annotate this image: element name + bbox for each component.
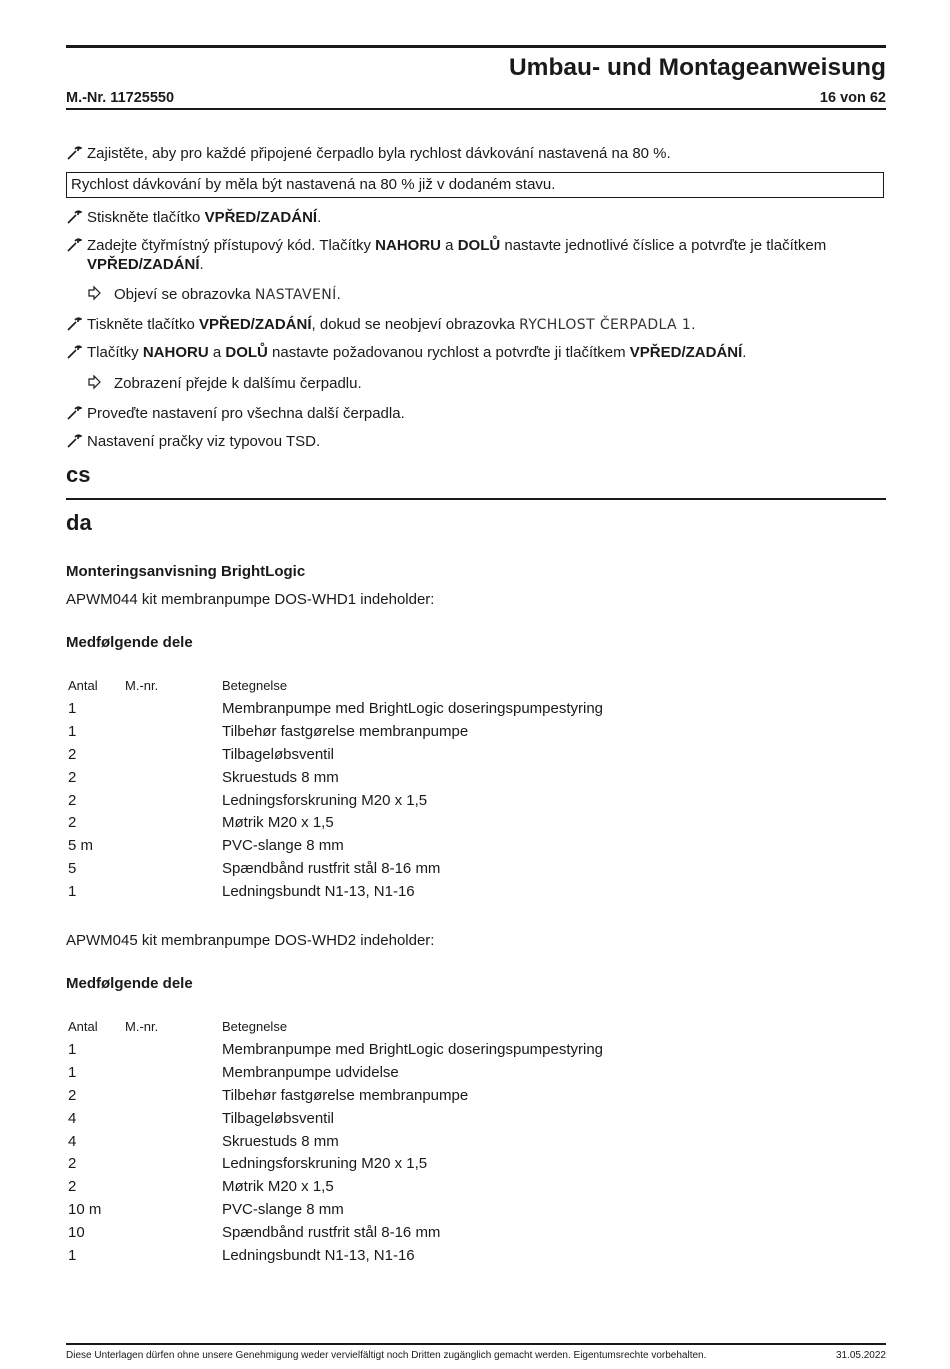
header-top-rule (66, 45, 886, 48)
step-text: Zajistěte, aby pro každé připojené čerpadlo byla rychlost dávkování nastavená na 80 %. (87, 145, 671, 162)
desc-cell: Ledningsbundt N1-13, N1-16 (222, 1247, 415, 1265)
table-row (66, 792, 766, 815)
language-code: cs (66, 462, 91, 487)
desc-cell: Spændbånd rustfrit stål 8-16 mm (222, 1224, 441, 1242)
text-run: a (208, 344, 226, 361)
section-heading: Monteringsanvisning BrightLogic (66, 563, 306, 580)
desc-cell: Membranpumpe med BrightLogic doseringspumpestyring (222, 1041, 604, 1058)
column-header-desc: Betegnelse (222, 1019, 288, 1034)
desc-cell: Membranpumpe udvidelse (222, 1063, 399, 1081)
step-text (66, 236, 866, 274)
qty-cell: 10 m (68, 1201, 102, 1219)
screen-name: RYCHLOST ČERPADLA 1 (519, 317, 692, 333)
column-header-mnr: M.-nr. (125, 1019, 159, 1034)
qty-cell: 2 (68, 1155, 77, 1173)
desc-cell: Skruestuds 8 mm (222, 768, 339, 786)
desc-cell: Skruestuds 8 mm (222, 1132, 339, 1150)
desc-cell: Ledningsforskruning M20 x 1,5 (222, 1155, 428, 1173)
qty-cell: 2 (68, 1086, 77, 1104)
qty-cell: 1 (68, 883, 77, 901)
text-run: nastavte požadovanou rychlost a potvrďte ji tlačítkem (267, 344, 630, 361)
qty-cell: 1 (68, 722, 77, 740)
text-run: a (441, 237, 458, 254)
table-row (66, 746, 766, 769)
document-number: M.-Nr. 11725550 (66, 90, 175, 106)
instruction-step (66, 404, 866, 423)
table-row (66, 883, 766, 906)
step-text (66, 208, 866, 227)
parts-table (66, 1019, 766, 1270)
desc-cell: PVC-slange 8 mm (222, 837, 344, 855)
text-run: Zadejte čtyřmístný přístupový kód. Tlačítky (87, 237, 376, 254)
instruction-step (66, 208, 866, 227)
wrench-icon (66, 405, 82, 421)
qty-cell: 2 (68, 768, 77, 786)
result-line (88, 285, 868, 305)
text-run: . (742, 344, 747, 361)
text-run: . (336, 286, 341, 303)
button-name: NAHORU (142, 344, 209, 361)
column-header-qty: Antal (68, 1019, 98, 1034)
column-header-mnr: M.-nr. (125, 678, 159, 693)
table-row (66, 814, 766, 837)
desc-cell: Tilbageløbsventil (222, 745, 334, 763)
qty-cell: 4 (68, 1132, 77, 1150)
desc-cell: Tilbageløbsventil (222, 1109, 334, 1127)
header-bottom-rule (66, 108, 886, 110)
desc-cell: Spændbånd rustfrit stål 8-16 mm (222, 860, 441, 878)
step-text: Proveďte nastavení pro všechna další čerpadla. (87, 405, 405, 422)
table-header-row (66, 678, 766, 700)
table-row (66, 1110, 766, 1133)
instruction-step (66, 343, 866, 362)
desc-cell: Ledningsbundt N1-13, N1-16 (222, 883, 415, 901)
button-name: VPŘED/ZADÁNÍ (87, 256, 200, 273)
desc-cell: Membranpumpe med BrightLogic doseringspumpestyring (222, 700, 604, 717)
result-line (88, 374, 868, 393)
text-run: . (199, 256, 204, 273)
qty-cell: 5 m (68, 837, 94, 855)
language-code: da (66, 510, 92, 535)
qty-cell: 2 (68, 1178, 77, 1196)
table-header-row (66, 1019, 766, 1041)
text-run: Tiskněte tlačítko (87, 316, 199, 333)
button-name: VPŘED/ZADÁNÍ (199, 316, 312, 333)
table-row (66, 1224, 766, 1247)
parts-heading: Medfølgende dele (66, 634, 193, 651)
table-row (66, 1247, 766, 1270)
text-run: nastavte jednotlivé číslice a potvrďte je tlačítkem (500, 237, 827, 254)
page-number: 16 von 62 (819, 90, 886, 106)
button-name: NAHORU (375, 237, 442, 254)
desc-cell: PVC-slange 8 mm (222, 1201, 344, 1219)
text-run: , dokud se neobjeví obrazovka (311, 316, 520, 333)
footer-disclaimer: Diese Unterlagen dürfen ohne unsere Genehmigung weder vervielfältigt noch Dritten zugänglich gemacht werden. Eigentumsrechte vorbehalten. (66, 1350, 707, 1361)
arrow-right-icon (88, 285, 102, 301)
wrench-icon (66, 344, 82, 360)
qty-cell: 1 (68, 1063, 77, 1081)
table-row (66, 723, 766, 746)
step-text: Nastavení pračky viz typovou TSD. (87, 433, 321, 450)
table-row (66, 1178, 766, 1201)
qty-cell: 2 (68, 791, 77, 809)
qty-cell: 1 (68, 1247, 77, 1265)
result-text: Zobrazení přejde k dalšímu čerpadlu. (114, 375, 362, 392)
section-divider (66, 498, 886, 500)
table-row (66, 1133, 766, 1156)
parts-table (66, 678, 766, 906)
footer-rule (66, 1343, 886, 1345)
wrench-icon (66, 316, 82, 332)
table-row (66, 769, 766, 792)
table-row (66, 1155, 766, 1178)
qty-cell: 5 (68, 860, 77, 878)
qty-cell: 4 (68, 1109, 77, 1127)
table-row (66, 1087, 766, 1110)
column-header-desc: Betegnelse (222, 678, 288, 693)
table-row (66, 860, 766, 883)
instruction-step (66, 432, 866, 451)
footer-date: 31.05.2022 (835, 1350, 886, 1361)
desc-cell: Ledningsforskruning M20 x 1,5 (222, 791, 428, 809)
arrow-right-icon (88, 374, 102, 390)
table-row (66, 1201, 766, 1224)
text-run: . (691, 316, 696, 333)
document-title: Umbau- und Montageanweisung (508, 54, 886, 81)
desc-cell: Møtrik M20 x 1,5 (222, 814, 334, 832)
button-name: VPŘED/ZADÁNÍ (629, 344, 743, 361)
qty-cell: 2 (68, 814, 77, 832)
text-run: Tlačítky (87, 344, 143, 361)
desc-cell: Møtrik M20 x 1,5 (222, 1178, 334, 1196)
table-row (66, 837, 766, 860)
qty-cell: 10 (68, 1224, 85, 1242)
note-box: Rychlost dávkování by měla být nastavená na 80 % již v dodaném stavu. (66, 172, 884, 198)
desc-cell: Tilbehør fastgørelse membranpumpe (222, 1086, 469, 1104)
button-name: DOLŮ (225, 344, 268, 361)
wrench-icon (66, 145, 82, 161)
instruction-step (66, 236, 866, 274)
qty-cell: 2 (68, 745, 77, 763)
column-header-qty: Antal (68, 678, 98, 693)
desc-cell: Tilbehør fastgørelse membranpumpe (222, 722, 469, 740)
wrench-icon (66, 209, 82, 225)
table-row (66, 700, 766, 723)
wrench-icon (66, 237, 82, 253)
kit-intro: APWM045 kit membranpumpe DOS-WHD2 indeholder: (66, 932, 435, 949)
step-text (66, 315, 866, 335)
result-text (88, 285, 868, 305)
instruction-step (66, 315, 866, 335)
button-name: DOLŮ (457, 237, 501, 254)
qty-cell: 1 (68, 700, 77, 717)
qty-cell: 1 (68, 1041, 77, 1058)
button-name: VPŘED/ZADÁNÍ (204, 209, 318, 226)
table-row (66, 1041, 766, 1064)
screen-name: NASTAVENÍ (254, 287, 337, 303)
table-row (66, 1064, 766, 1087)
step-text (66, 343, 866, 362)
text-run: . (317, 209, 322, 226)
wrench-icon (66, 433, 82, 449)
text-run: Stiskněte tlačítko (87, 209, 205, 226)
kit-intro: APWM044 kit membranpumpe DOS-WHD1 indeholder: (66, 591, 435, 608)
instruction-step (66, 144, 866, 163)
parts-heading: Medfølgende dele (66, 975, 193, 992)
text-run: Objeví se obrazovka (114, 286, 255, 303)
